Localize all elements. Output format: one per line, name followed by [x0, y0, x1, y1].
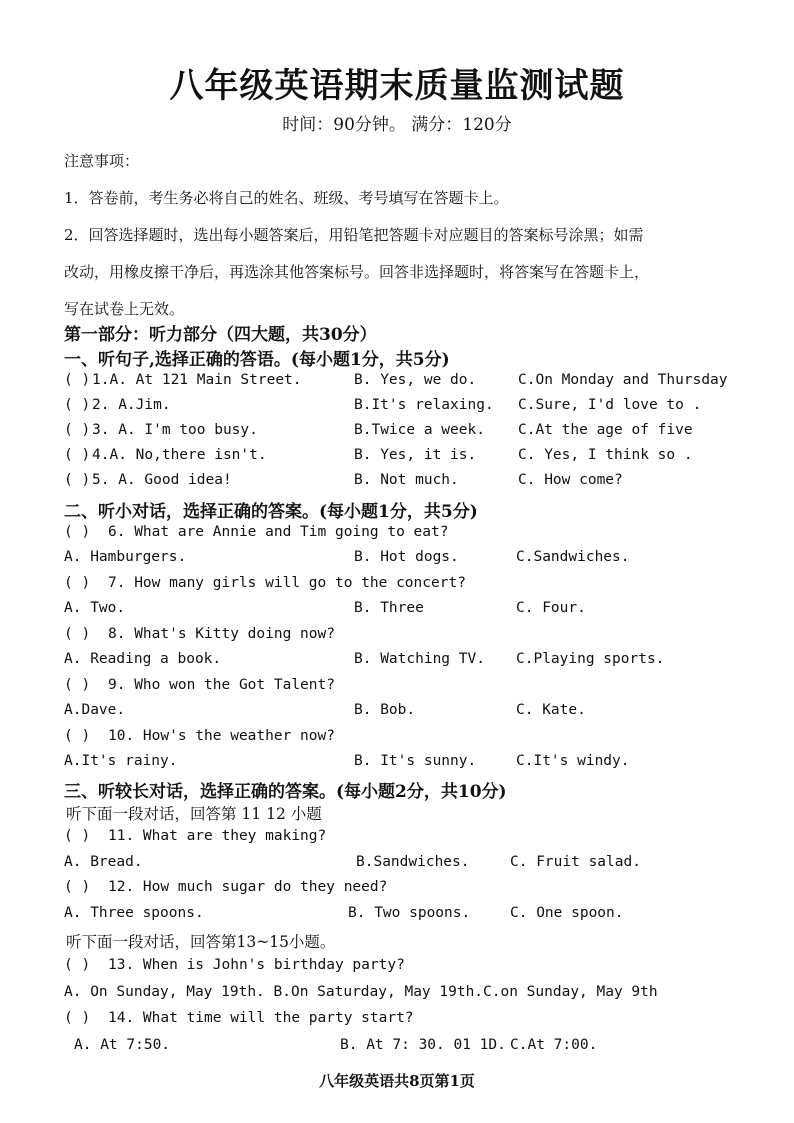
- question-row: [64, 575, 754, 597]
- section-1-heading: 一、听句子,选择正确的答语。(每小题1分，共5分): [64, 350, 450, 370]
- question-text: 5. A. Good idea!: [92, 472, 232, 488]
- option-b: B. At 7: 30. 01 1D.: [340, 1037, 506, 1053]
- option-a: A.Dave.: [64, 702, 126, 718]
- options-row: [64, 549, 754, 571]
- option-a: A. On Sunday, May 19th. B.On Saturday, May 19th.C.on Sunday, May 9th: [64, 984, 658, 1000]
- question-text: 8. What's Kitty doing now?: [108, 626, 335, 642]
- option-c: C. Yes, I think so .: [518, 447, 693, 463]
- question-text: 13. When is John's birthday party?: [108, 957, 405, 973]
- option-c: C. Four.: [516, 600, 586, 616]
- question-text: 12. How much sugar do they need?: [108, 879, 388, 895]
- option-c: C.At 7:00.: [510, 1037, 598, 1053]
- option-c: C.It's windy.: [516, 753, 630, 769]
- question-text: 6. What are Annie and Tim going to eat?: [108, 524, 449, 540]
- question-row: [64, 626, 754, 648]
- answer-blank[interactable]: ( ): [64, 957, 91, 973]
- option-c: C.On Monday and Thursday: [518, 372, 728, 388]
- question-row: [64, 828, 754, 850]
- note-2b: 改动，用橡皮擦干净后，再选涂其他答案标号。回答非选择题时，将答案写在答题卡上，: [64, 263, 650, 281]
- notes-label: 注意事项：: [64, 152, 140, 170]
- answer-blank[interactable]: ( ): [64, 677, 91, 693]
- option-a: A. Two.: [64, 600, 126, 616]
- answer-blank[interactable]: ( ): [64, 728, 91, 744]
- question-text: 1.A. At 121 Main Street.: [92, 372, 302, 388]
- option-b: B.Sandwiches.: [356, 854, 470, 870]
- option-c: C. Fruit salad.: [510, 854, 641, 870]
- question-row: [64, 372, 754, 394]
- answer-blank[interactable]: ( ): [64, 575, 91, 591]
- option-c: C.Playing sports.: [516, 651, 665, 667]
- option-b: B.It's relaxing.: [354, 397, 494, 413]
- options-row: [64, 651, 754, 673]
- question-row: [64, 397, 754, 419]
- question-text: 9. Who won the Got Talent?: [108, 677, 335, 693]
- answer-blank[interactable]: ( ): [64, 372, 91, 388]
- option-b: B. Two spoons.: [348, 905, 471, 921]
- question-text: 11. What are they making?: [108, 828, 327, 844]
- section-2-heading: 二、听小对话，选择正确的答案。(每小题1分，共5分): [64, 502, 478, 522]
- options-row: [64, 1037, 754, 1059]
- option-a: A. Three spoons.: [64, 905, 204, 921]
- options-row: [64, 702, 754, 724]
- options-row: [64, 753, 754, 775]
- answer-blank[interactable]: ( ): [64, 397, 91, 413]
- question-row: [64, 957, 754, 979]
- option-b: B.Twice a week.: [354, 422, 485, 438]
- exam-time-score: 时间：90分钟。 满分：120分: [282, 115, 512, 135]
- option-b: B. Three: [354, 600, 424, 616]
- option-b: B. Watching TV.: [354, 651, 485, 667]
- note-2a: 2．回答选择题时，选出每小题答案后，用铅笔把答题卡对应题目的答案标号涂黑；如需: [64, 226, 644, 244]
- option-a: A. Bread.: [64, 854, 143, 870]
- question-text: 10. How's the weather now?: [108, 728, 335, 744]
- option-c: C.Sure, I'd love to .: [518, 397, 702, 413]
- option-b: B. Bob.: [354, 702, 416, 718]
- question-text: 3. A. I'm too busy.: [92, 422, 258, 438]
- question-text: 14. What time will the party start?: [108, 1010, 414, 1026]
- note-1: 1．答卷前，考生务必将自己的姓名、班级、考号填写在答题卡上。: [64, 189, 509, 207]
- option-b: B. Hot dogs.: [354, 549, 459, 565]
- option-c: C. How come?: [518, 472, 623, 488]
- answer-blank[interactable]: ( ): [64, 422, 91, 438]
- question-text: 4.A. No,there isn't.: [92, 447, 267, 463]
- option-c: C. Kate.: [516, 702, 586, 718]
- answer-blank[interactable]: ( ): [64, 472, 91, 488]
- option-a: A.It's rainy.: [64, 753, 178, 769]
- question-row: [64, 1010, 754, 1032]
- question-row: [64, 677, 754, 699]
- page-title: 八年级英语期末质量监测试题: [169, 66, 625, 106]
- question-row: [64, 472, 754, 494]
- section-3-heading: 三、听较长对话，选择正确的答案。(每小题2分，共10分): [64, 782, 507, 802]
- question-row: [64, 524, 754, 546]
- question-text: 2. A.Jim.: [92, 397, 171, 413]
- option-c: C. One spoon.: [510, 905, 624, 921]
- question-row: [64, 447, 754, 469]
- answer-blank[interactable]: ( ): [64, 1010, 91, 1026]
- option-b: B. Yes, it is.: [354, 447, 477, 463]
- option-c: C.At the age of five: [518, 422, 693, 438]
- answer-blank[interactable]: ( ): [64, 447, 91, 463]
- option-b: B. Not much.: [354, 472, 459, 488]
- options-row: [64, 854, 754, 876]
- option-b: B. It's sunny.: [354, 753, 477, 769]
- answer-blank[interactable]: ( ): [64, 524, 91, 540]
- question-row: [64, 422, 754, 444]
- option-a: A. Hamburgers.: [64, 549, 187, 565]
- question-row: [64, 728, 754, 750]
- option-c: C.Sandwiches.: [516, 549, 630, 565]
- part-1-heading: 第一部分：听力部分（四大题，共30分）: [64, 325, 377, 345]
- answer-blank[interactable]: ( ): [64, 879, 91, 895]
- option-a: A. Reading a book.: [64, 651, 222, 667]
- options-row: [64, 984, 754, 1006]
- answer-blank[interactable]: ( ): [64, 828, 91, 844]
- page-footer: 八年级英语共8页第1页: [319, 1072, 475, 1090]
- options-row: [64, 905, 754, 927]
- section-3-intro-1: 听下面一段对话，回答第 11 12 小题: [66, 805, 322, 823]
- question-text: 7. How many girls will go to the concert?: [108, 575, 466, 591]
- section-3-intro-2: 听下面一段对话，回答第13~15小题。: [66, 933, 336, 951]
- question-row: [64, 879, 754, 901]
- option-a: A. At 7:50.: [74, 1037, 171, 1053]
- option-b: B. Yes, we do.: [354, 372, 477, 388]
- options-row: [64, 600, 754, 622]
- note-2c: 写在试卷上无效。: [64, 300, 185, 318]
- answer-blank[interactable]: ( ): [64, 626, 91, 642]
